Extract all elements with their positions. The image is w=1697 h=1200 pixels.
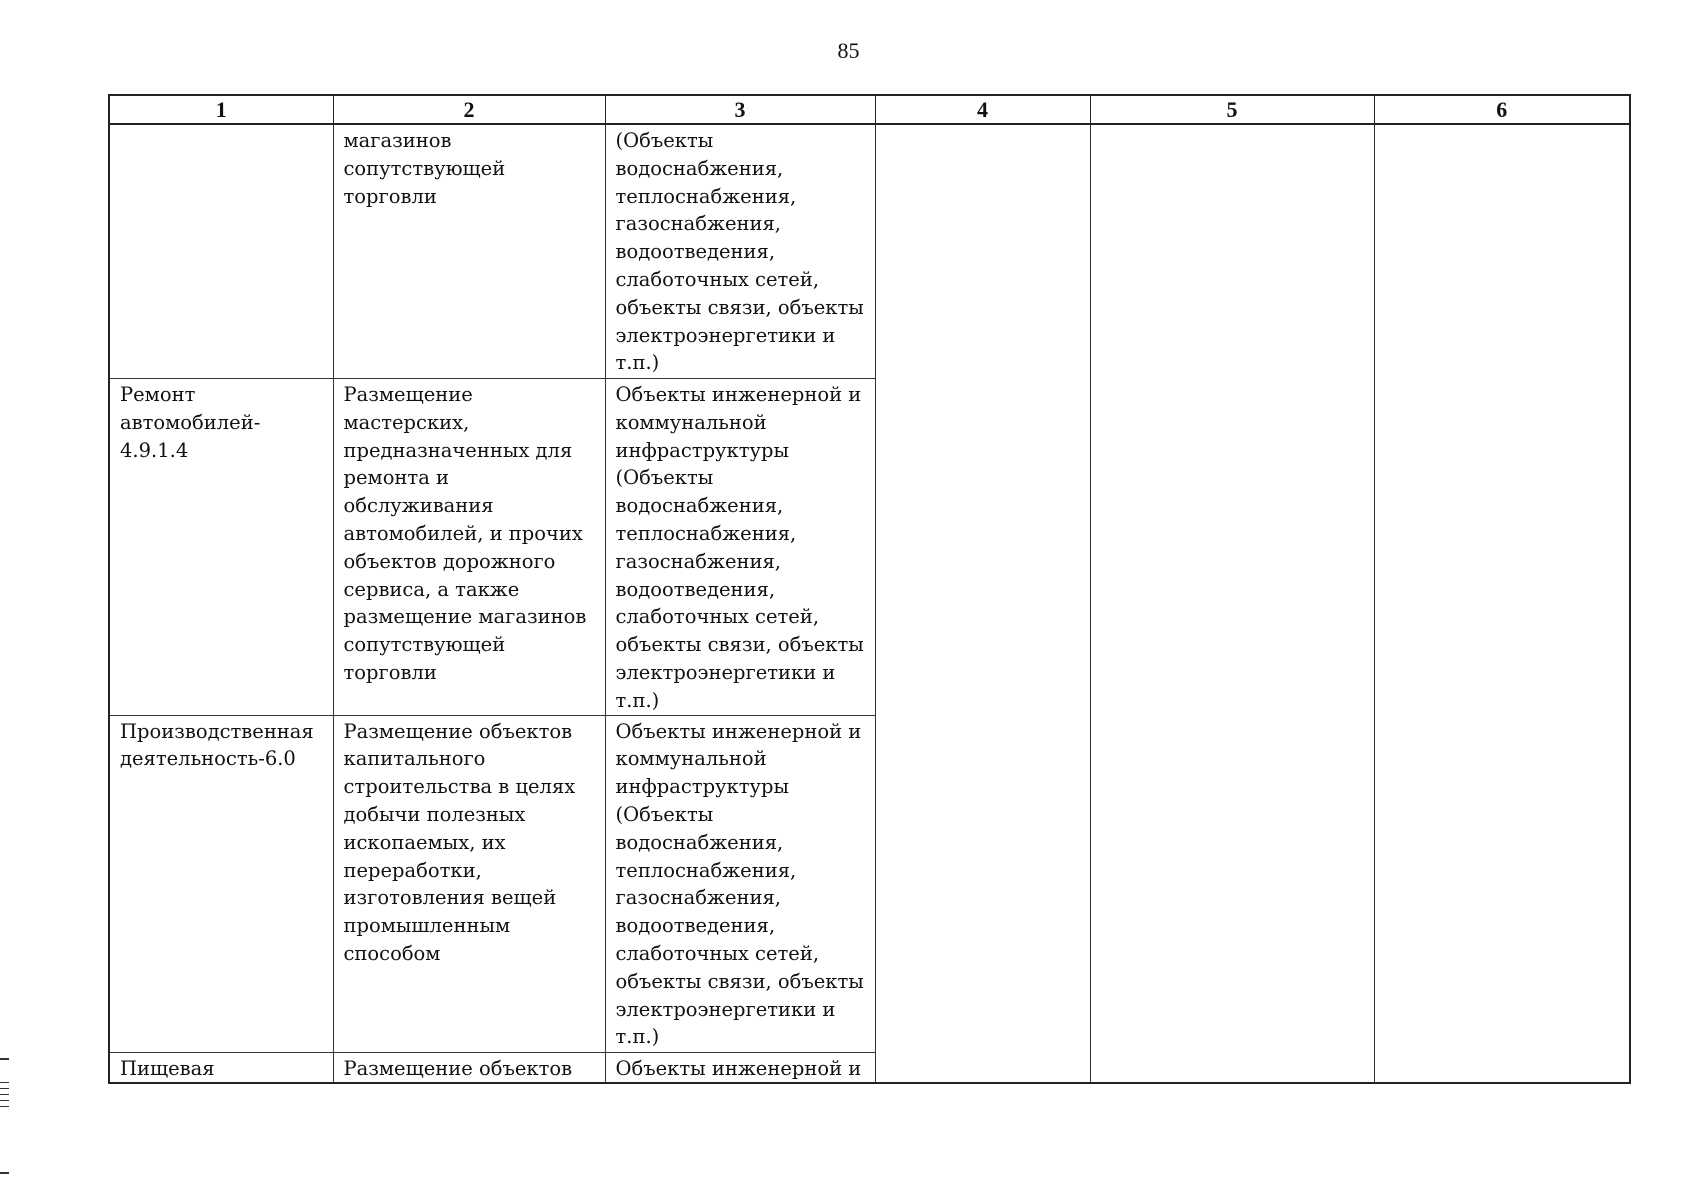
- cell-auxiliary-objects: [605, 715, 875, 1052]
- scan-margin-mark: [0, 1094, 9, 1095]
- cell-column-6: [1374, 124, 1630, 1083]
- cell-description: [333, 715, 605, 1052]
- cell-use-type: [109, 124, 333, 379]
- cell-text: Размещение объектов: [343, 1056, 573, 1080]
- scan-margin-mark: [0, 1100, 9, 1101]
- scan-margin-mark: [0, 1088, 9, 1089]
- cell-use-type: [109, 715, 333, 1052]
- cell-text: магазинов сопутствующей торговли: [343, 129, 506, 208]
- cell-description: [333, 379, 605, 716]
- table-row: [109, 124, 1630, 379]
- cell-text: Ремонт автомобилей- 4.9.1.4: [120, 383, 261, 462]
- column-header-5: 5: [1090, 95, 1374, 124]
- cell-use-type: [109, 379, 333, 716]
- cell-auxiliary-objects: [605, 1052, 875, 1083]
- cell-text: Объекты инженерной и: [615, 1056, 862, 1080]
- land-use-table: [108, 94, 1631, 1084]
- cell-column-4: [875, 124, 1090, 1083]
- cell-description: [333, 1052, 605, 1083]
- cell-text: Производственная деятельность-6.0: [120, 719, 314, 771]
- cell-text: Пищевая: [120, 1056, 215, 1080]
- column-header-3: 3: [605, 95, 875, 124]
- page-number: 85: [837, 38, 860, 63]
- cell-text: Объекты инженерной и коммунальной инфраструктуры (Объекты водоснабжения, теплоснабжения, газоснабжения, водоотведения, слаботочных сетей, объекты связи, объекты электроэнергетики и т.п.): [615, 383, 864, 712]
- scan-margin-mark: [0, 1058, 9, 1060]
- column-header-6: 6: [1374, 95, 1630, 124]
- column-header-2: 2: [333, 95, 605, 124]
- cell-auxiliary-objects: [605, 379, 875, 716]
- scan-margin-mark: [0, 1106, 9, 1107]
- column-header-4: 4: [875, 95, 1090, 124]
- cell-text: Размещение мастерских, предназначенных для ремонта и обслуживания автомобилей, и прочих объектов дорожного сервиса, а также размещение магазинов сопутствующей торговли: [343, 383, 587, 684]
- cell-use-type: [109, 1052, 333, 1083]
- scan-margin-mark: [0, 1082, 9, 1083]
- cell-text: (Объекты водоснабжения, теплоснабжения, газоснабжения, водоотведения, слаботочных сетей, объекты связи, объекты электроэнергетики и т.п.): [615, 129, 864, 375]
- scan-margin-mark: [0, 1172, 9, 1174]
- column-header-1: 1: [109, 95, 333, 124]
- cell-text: Объекты инженерной и коммунальной инфраструктуры (Объекты водоснабжения, теплоснабжения, газоснабжения, водоотведения, слаботочных сетей, объекты связи, объекты электроэнергетики и т.п.): [615, 719, 864, 1049]
- cell-description: [333, 124, 605, 379]
- cell-column-5: [1090, 124, 1374, 1083]
- cell-auxiliary-objects: [605, 124, 875, 379]
- table-header-row: [109, 95, 1630, 124]
- cell-text: Размещение объектов капитального строительства в целях добычи полезных ископаемых, их переработки, изготовления вещей промышленным способом: [343, 719, 576, 965]
